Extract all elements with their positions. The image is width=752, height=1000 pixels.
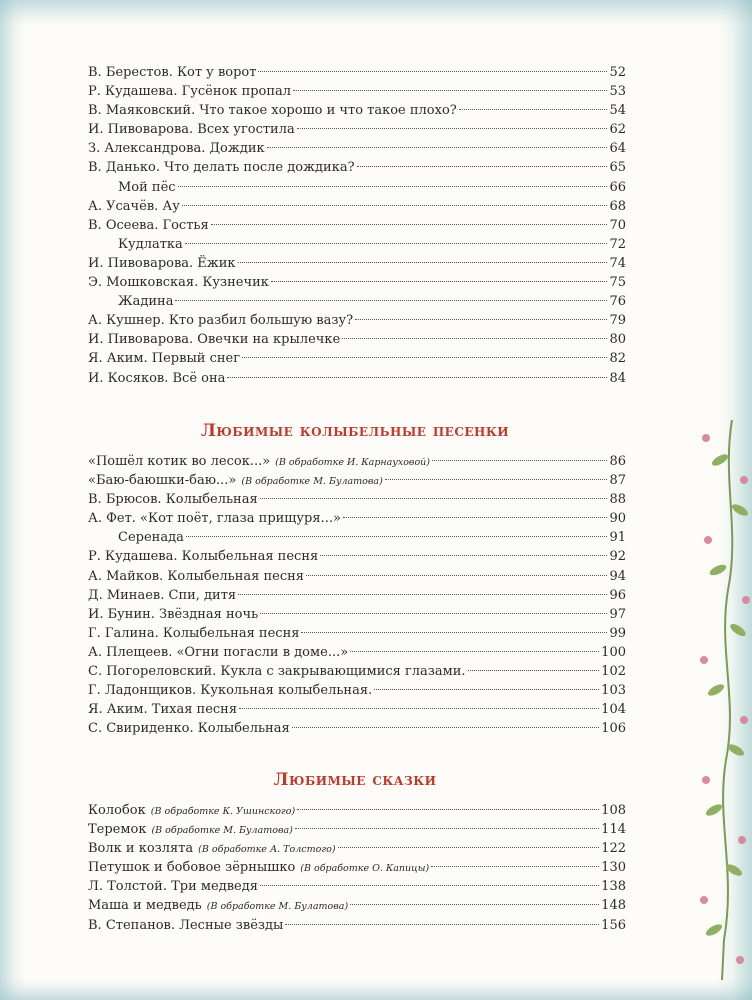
toc-entry <box>88 858 626 877</box>
toc-entry-page-number: 91 <box>609 530 626 546</box>
toc-entry <box>88 820 626 839</box>
toc-entry-title: А. Фет. «Кот поёт, глаза прищуря...» <box>88 511 341 527</box>
dot-leader <box>355 319 607 320</box>
toc-entry-title: Волк и козлята <box>88 841 194 857</box>
toc-entry-note: (В обработке К. Ушинского) <box>150 806 296 817</box>
toc-entry <box>88 235 626 254</box>
section-title-lullabies: Любимые колыбельные песенки <box>200 421 510 441</box>
toc-entry-page-number: 99 <box>609 625 626 641</box>
toc-entry-page-number: 74 <box>609 255 626 271</box>
toc-entry-title: Петушок и бобовое зёрнышко <box>88 860 296 876</box>
toc-entry-page-number: 97 <box>609 606 626 622</box>
toc-entry-note: (В обработке О. Капицы) <box>300 863 430 875</box>
dot-leader <box>178 186 608 187</box>
dot-leader <box>374 689 599 690</box>
toc-entry-page-number: 52 <box>609 65 626 80</box>
toc-entry-title: Р. Кудашева. Гусёнок пропал <box>88 84 292 100</box>
toc-entry-page-number: 65 <box>609 160 626 176</box>
toc-entry <box>88 567 626 586</box>
dot-leader <box>211 224 608 225</box>
toc-entry-title: Теремок <box>88 822 147 838</box>
toc-entry-page-number: 86 <box>609 454 626 469</box>
section-title-fairy-tales: Любимые сказки <box>273 770 437 790</box>
toc-entry-page-number: 68 <box>609 198 626 214</box>
toc-entry-title: А. Майков. Колыбельная песня <box>88 568 304 584</box>
toc-entry-page-number: 70 <box>609 217 626 233</box>
dot-leader <box>227 377 607 378</box>
dot-leader <box>271 281 608 282</box>
toc-entry-page-number: 87 <box>609 473 626 489</box>
toc-entry-note: (В обработке И. Карнауховой) <box>275 457 430 468</box>
toc-entry <box>88 311 626 330</box>
toc-entry <box>88 452 626 471</box>
toc-section-1 <box>88 63 626 388</box>
dot-leader <box>260 613 607 614</box>
toc-entry-page-number: 138 <box>601 879 626 895</box>
toc-entry-title: Д. Минаев. Спи, дитя <box>88 587 237 603</box>
toc-entry-page-number: 72 <box>609 236 626 252</box>
dot-leader <box>320 555 607 556</box>
watercolor-border-left <box>0 0 26 1000</box>
toc-entry-title: И. Пивоварова. Всех угостила <box>88 122 295 138</box>
dot-leader <box>186 536 608 537</box>
watercolor-border-bottom <box>0 978 752 1000</box>
toc-entry <box>88 197 626 216</box>
toc-entry-title: Жадина <box>118 294 174 310</box>
toc-entry-note: (В обработке М. Булатова) <box>206 901 349 913</box>
toc-entry-title: Я. Аким. Первый снег <box>88 351 241 367</box>
toc-entry-page-number: 64 <box>609 141 626 157</box>
toc-entry <box>88 178 626 197</box>
toc-entry-title: И. Бунин. Звёздная ночь <box>88 606 259 622</box>
toc-entry-page-number: 103 <box>601 683 626 699</box>
toc-entry-page-number: 108 <box>601 803 626 818</box>
toc-entry <box>88 82 626 101</box>
toc-entry <box>88 509 626 528</box>
dot-leader <box>182 205 608 206</box>
dot-leader <box>301 632 607 633</box>
toc-entry-title: В. Степанов. Лесные звёзды <box>88 917 284 933</box>
dot-leader <box>242 357 607 358</box>
dot-leader <box>342 338 607 339</box>
toc-entry-page-number: 80 <box>609 332 626 348</box>
toc-entry-title: В. Маяковский. Что такое хорошо и что такое плохо? <box>88 103 457 119</box>
toc-entry-page-number: 100 <box>601 644 626 660</box>
dot-leader <box>258 71 607 72</box>
toc-entry <box>88 471 626 490</box>
dot-leader <box>459 109 608 110</box>
toc-entry-page-number: 122 <box>601 841 626 857</box>
toc-entry-page-number: 79 <box>609 313 626 329</box>
toc-entry-title: «Баю-баюшки-баю...» <box>88 473 237 489</box>
toc-entry-page-number: 104 <box>601 702 626 718</box>
toc-entry-page-number: 106 <box>601 721 626 737</box>
toc-entry-page-number: 94 <box>609 568 626 584</box>
toc-entry <box>88 158 626 177</box>
toc-entry-title: В. Осеева. Гостья <box>88 217 209 233</box>
toc-entry-page-number: 92 <box>609 549 626 565</box>
toc-entry-title: Мой пёс <box>118 179 176 195</box>
toc-entry-page-number: 130 <box>601 860 626 876</box>
toc-entry <box>88 330 626 349</box>
toc-entry-page-number: 75 <box>609 275 626 291</box>
toc-entry-title: Г. Ладонщиков. Кукольная колыбельная. <box>88 683 373 699</box>
dot-leader <box>431 866 599 867</box>
toc-entry <box>88 839 626 858</box>
toc-entry <box>88 101 626 120</box>
toc-entry <box>88 120 626 139</box>
toc-section-2 <box>88 452 626 738</box>
toc-entry <box>88 349 626 368</box>
toc-entry-title: И. Пивоварова. Ёжик <box>88 255 236 271</box>
toc-entry-title: Серенада <box>118 530 184 546</box>
toc-entry-page-number: 82 <box>609 351 626 367</box>
dot-leader <box>285 924 599 925</box>
toc-entry-page-number: 96 <box>609 587 626 603</box>
toc-entry <box>88 681 626 700</box>
toc-entry <box>88 139 626 158</box>
dot-leader <box>238 262 608 263</box>
dot-leader <box>292 727 600 728</box>
dot-leader <box>295 828 599 829</box>
toc-entry-title: В. Брюсов. Колыбельная <box>88 492 258 508</box>
toc-entry-title: И. Косяков. Всё она <box>88 370 226 386</box>
toc-entry-title: Г. Галина. Колыбельная песня <box>88 625 300 641</box>
toc-entry <box>88 63 626 82</box>
toc-entry-page-number: 90 <box>609 511 626 527</box>
toc-entry-page-number: 66 <box>609 179 626 195</box>
toc-entry-title: А. Усачёв. Ау <box>88 198 180 214</box>
flower-vine-illustration <box>692 420 752 980</box>
toc-entry-title: Э. Мошковская. Кузнечик <box>88 275 269 291</box>
dot-leader <box>350 904 599 905</box>
watercolor-border-top <box>0 0 752 26</box>
toc-entry-title: Колобок <box>88 803 146 818</box>
toc-entry <box>88 896 626 915</box>
toc-entry <box>88 643 626 662</box>
toc-entry-page-number: 102 <box>601 664 626 680</box>
toc-entry <box>88 605 626 624</box>
toc-entry-title: А. Кушнер. Кто разбил большую вазу? <box>88 313 354 329</box>
dot-leader <box>350 651 599 652</box>
toc-entry <box>88 216 626 235</box>
toc-entry <box>88 624 626 643</box>
toc-entry-title: А. Плещеев. «Огни погасли в доме...» <box>88 644 349 660</box>
toc-entry-title: С. Погореловский. Кукла с закрывающимися глазами. <box>88 664 466 680</box>
dot-leader <box>175 300 607 301</box>
dot-leader <box>260 498 608 499</box>
toc-entry-title: С. Свириденко. Колыбельная <box>88 721 290 737</box>
toc-entry <box>88 700 626 719</box>
toc-entry <box>88 719 626 738</box>
dot-leader <box>238 594 607 595</box>
toc-entry-title: З. Александрова. Дождик <box>88 141 265 157</box>
toc-entry <box>88 916 626 935</box>
toc-entry-title: Кудлатка <box>118 236 183 252</box>
toc-entry-title: Р. Кудашева. Колыбельная песня <box>88 549 319 565</box>
toc-entry <box>88 273 626 292</box>
toc-entry-page-number: 84 <box>609 370 626 386</box>
toc-entry-note: (В обработке М. Булатова) <box>241 476 383 488</box>
toc-entry-title: Я. Аким. Тихая песня <box>88 702 238 718</box>
toc-entry <box>88 292 626 311</box>
dot-leader <box>343 517 608 518</box>
dot-leader <box>293 90 607 91</box>
dot-leader <box>468 670 600 671</box>
toc-entry <box>88 369 626 388</box>
toc-entry <box>88 877 626 896</box>
toc-entry <box>88 490 626 509</box>
dot-leader <box>357 166 608 167</box>
toc-entry-page-number: 148 <box>601 898 626 914</box>
dot-leader <box>432 460 607 461</box>
dot-leader <box>306 575 607 576</box>
toc-entry-page-number: 54 <box>609 103 626 119</box>
toc-entry <box>88 662 626 681</box>
toc-entry-title: В. Данько. Что делать после дождика? <box>88 160 355 176</box>
toc-entry-page-number: 53 <box>609 84 626 100</box>
toc-entry <box>88 528 626 547</box>
toc-entry-title: Л. Толстой. Три медведя <box>88 879 258 895</box>
dot-leader <box>297 128 608 129</box>
toc-entry-page-number: 62 <box>609 122 626 138</box>
dot-leader <box>385 479 608 480</box>
toc-entry-page-number: 76 <box>609 294 626 310</box>
toc-entry <box>88 547 626 566</box>
toc-entry <box>88 801 626 820</box>
toc-entry-title: «Пошёл котик во лесок...» <box>88 454 271 469</box>
toc-entry-title: В. Берестов. Кот у ворот <box>88 65 257 80</box>
toc-entry-page-number: 156 <box>601 917 626 933</box>
toc-entry-title: Маша и медведь <box>88 898 202 914</box>
toc-entry <box>88 586 626 605</box>
toc-entry-page-number: 88 <box>609 492 626 508</box>
toc-entry-note: (В обработке А. Толстого) <box>198 844 336 856</box>
dot-leader <box>267 147 608 148</box>
toc-section-3 <box>88 801 626 935</box>
toc-entry-title: И. Пивоварова. Овечки на крылечке <box>88 332 341 348</box>
dot-leader <box>260 885 599 886</box>
toc-entry-note: (В обработке М. Булатова) <box>151 825 293 837</box>
toc-entry <box>88 254 626 273</box>
dot-leader <box>239 708 599 709</box>
dot-leader <box>185 243 608 244</box>
dot-leader <box>338 847 600 848</box>
dot-leader <box>297 809 599 810</box>
toc-entry-page-number: 114 <box>601 822 626 838</box>
